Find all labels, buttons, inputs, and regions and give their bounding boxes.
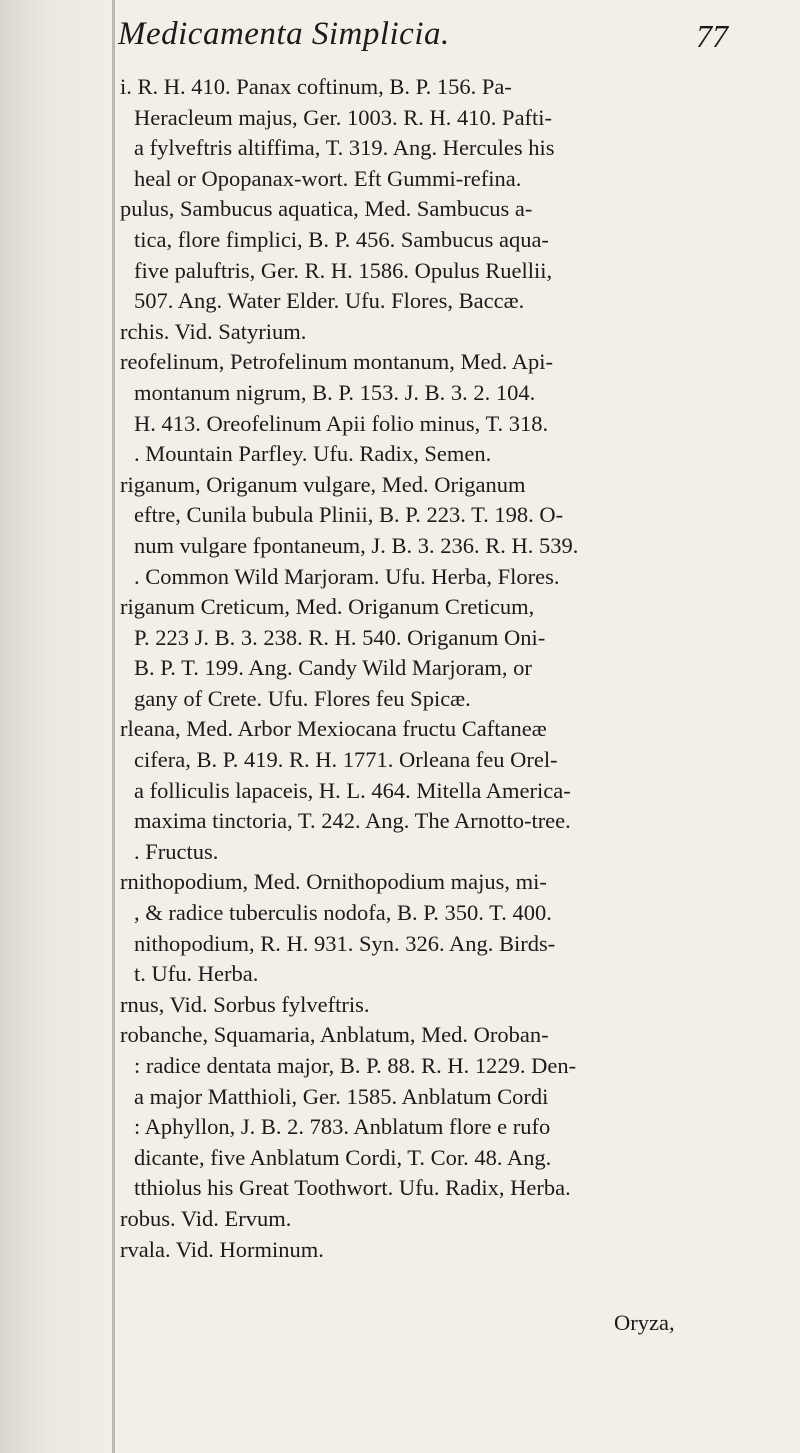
text-line: eftre, Cunila bubula Plinii, B. P. 223. T. 198. O- <box>134 502 564 528</box>
text-line: , & radice tuberculis nodofa, B. P. 350. T. 400. <box>134 900 552 926</box>
text-line: rnithopodium, Med. Ornithopodium majus, mi- <box>120 869 547 895</box>
text-line: riganum Creticum, Med. Origanum Creticum, <box>120 594 535 620</box>
text-line: 507. Ang. Water Elder. Ufu. Flores, Baccæ. <box>134 288 525 314</box>
text-line: riganum, Origanum vulgare, Med. Origanum <box>120 471 526 497</box>
text-line: P. 223 J. B. 3. 238. R. H. 540. Origanum Oni- <box>134 624 546 650</box>
text-line: i. R. H. 410. Panax coftinum, B. P. 156. Pa- <box>120 74 512 99</box>
text-line: : radice dentata major, B. P. 88. R. H. 1229. Den- <box>134 1053 577 1078</box>
text-line: a folliculis lapaceis, H. L. 464. Mitella America- <box>134 777 571 803</box>
text-line: rnus, Vid. Sorbus fylveftris. <box>120 991 370 1017</box>
text-line: tthiolus his Great Toothwort. Ufu. Radix, Herba. <box>134 1175 571 1201</box>
page-number: 77 <box>696 18 728 54</box>
text-line: B. P. T. 199. Ang. Candy Wild Marjoram, or <box>134 655 532 681</box>
text-line: . Fructus. <box>134 838 219 864</box>
text-line: . Mountain Parfley. Ufu. Radix, Semen. <box>134 441 492 467</box>
text-line: robus. Vid. Ervum. <box>120 1205 292 1231</box>
text-line: tica, flore fimplici, B. P. 456. Sambucus aqua- <box>134 226 549 252</box>
text-line: a fylveftris altiffima, T. 319. Ang. Hercules his <box>134 135 555 161</box>
text-line: num vulgare fpontaneum, J. B. 3. 236. R. H. 539. <box>134 532 579 558</box>
catchword: Oryza, <box>614 1310 675 1335</box>
text-line: maxima tinctoria, T. 242. Ang. The Arnotto-tree. <box>134 808 571 834</box>
text-line: rvala. Vid. Horminum. <box>120 1236 324 1262</box>
page-header <box>118 12 728 62</box>
text-line: five paluftris, Ger. R. H. 1586. Opulus Ruellii, <box>134 257 553 283</box>
text-line: rchis. Vid. Satyrium. <box>120 318 307 344</box>
text-line: dicante, five Anblatum Cordi, T. Cor. 48. Ang. <box>134 1144 552 1170</box>
binding-edge <box>112 0 115 1453</box>
entry-text-block <box>120 72 732 1265</box>
text-line: : Aphyllon, J. B. 2. 783. Anblatum flore e rufo <box>134 1114 551 1140</box>
text-line: Heracleum majus, Ger. 1003. R. H. 410. Pafti- <box>134 104 553 130</box>
page-gutter-shadow <box>0 0 118 1453</box>
text-line: pulus, Sambucus aquatica, Med. Sambucus a- <box>120 196 533 222</box>
text-line: a major Matthioli, Ger. 1585. Anblatum Cordi <box>134 1083 549 1109</box>
text-line: reofelinum, Petrofelinum montanum, Med. Api- <box>120 349 554 375</box>
text-line: gany of Crete. Ufu. Flores feu Spicæ. <box>134 685 471 711</box>
text-line: nithopodium, R. H. 931. Syn. 326. Ang. Birds- <box>134 930 556 956</box>
text-line: heal or Opopanax-wort. Eft Gummi-refina. <box>134 165 522 191</box>
text-line: cifera, B. P. 419. R. H. 1771. Orleana feu Orel- <box>134 747 558 773</box>
text-line: . Common Wild Marjoram. Ufu. Herba, Flores. <box>134 563 560 589</box>
running-title: Medicamenta Simplicia. <box>118 16 450 52</box>
text-line: robanche, Squamaria, Anblatum, Med. Oroban- <box>120 1022 549 1048</box>
text-line: montanum nigrum, B. P. 153. J. B. 3. 2. 104. <box>134 379 536 405</box>
text-line: t. Ufu. Herba. <box>134 961 259 987</box>
text-line: rleana, Med. Arbor Mexiocana fructu Caftaneæ <box>120 716 547 742</box>
text-line: H. 413. Oreofelinum Apii folio minus, T. 318. <box>134 410 549 436</box>
